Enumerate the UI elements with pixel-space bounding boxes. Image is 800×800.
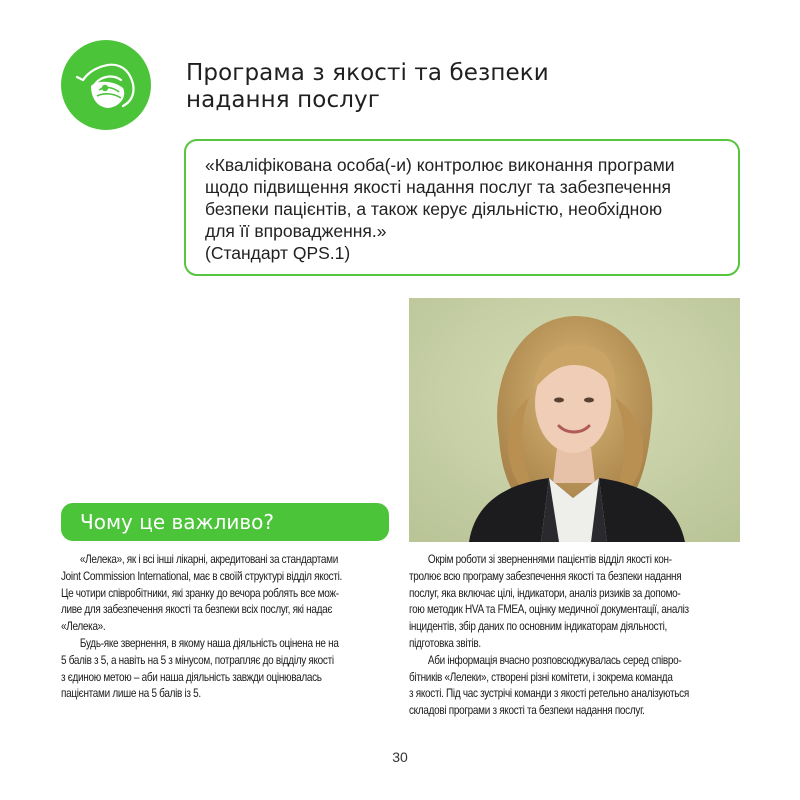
paragraph-line: «Лелека». [61, 620, 106, 634]
logo [61, 40, 151, 130]
right-text-column [409, 552, 689, 720]
paragraph-line: «Лелека», як і всі інші лікарні, акредитовані за стандартами [79, 553, 338, 566]
page-number: 30 [392, 749, 408, 765]
paragraph-line: складові програми з якості та безпеки надання послуг. [409, 704, 645, 718]
paragraph-line: 5 балів з 5, а навіть на 5 з мінусом, потрапляє до відділу якості [61, 653, 334, 667]
paragraph-line: Будь-яке звернення, в якому наша діяльність оцінена не на [79, 636, 339, 650]
paragraph-line: інцидентів, збір даних по основним індикаторам діяльності, [409, 620, 667, 634]
paragraph-line: пацієнтами лише на 5 балів із 5. [61, 687, 201, 701]
staff-portrait-photo [409, 298, 740, 542]
page-title-line-2: надання послуг [186, 87, 380, 113]
paragraph-line: бітників «Лелеки», створені різні комітети, і зокрема команда [409, 670, 673, 684]
paragraph-line: з якості. Під час зустрічі команди з якості ретельно аналізуються [409, 687, 689, 701]
paragraph-line: гою методик HVA та FMEA, оцінку медичної документації, аналіз [409, 603, 689, 617]
paragraph-line: Joint Commission International, має в своїй структурі відділ якості. [61, 569, 342, 583]
standard-quote-box [184, 139, 740, 276]
paragraph-line: Аби інформація вчасно розповсюджувалась серед співро- [427, 653, 682, 667]
quote-line: щодо підвищення якості надання послуг та забезпечення [205, 177, 672, 197]
paragraph-line: тролює всю програму забезпечення якості та безпеки надання [409, 569, 682, 583]
quote-line: «Кваліфікована особа(-и) контролює виконання програми [205, 155, 675, 175]
page-title-line-1: Програма з якості та безпеки [186, 60, 549, 86]
page-title [186, 60, 549, 114]
portrait-photo-icon [409, 298, 740, 542]
quote-line: безпеки пацієнтів, а також керує діяльністю, необхідною [205, 199, 663, 219]
paragraph-line: Окрім роботи зі зверненнями пацієнтів відділ якості кон- [427, 553, 672, 566]
quote-line: для її впровадження.» [205, 221, 387, 241]
paragraph-line: Це чотири співробітники, які зранку до вечора роблять все мож- [61, 586, 339, 600]
left-text-column [61, 552, 342, 703]
paragraph-line: з єдиною метою – аби наша діяльність завжди оцінювалась [61, 670, 322, 684]
section-heading: Чому це важливо? [61, 503, 389, 541]
paragraph-line: послуг, яка включає цілі, індикатори, аналіз ризиків за допомо- [409, 586, 681, 600]
stork-icon [61, 40, 151, 130]
quote-citation: (Стандарт QPS.1) [205, 243, 351, 263]
paragraph-line: підготовка звітів. [409, 636, 481, 650]
paragraph-line: ливе для забезпечення якості та безпеки всіх послуг, які надає [61, 603, 333, 617]
